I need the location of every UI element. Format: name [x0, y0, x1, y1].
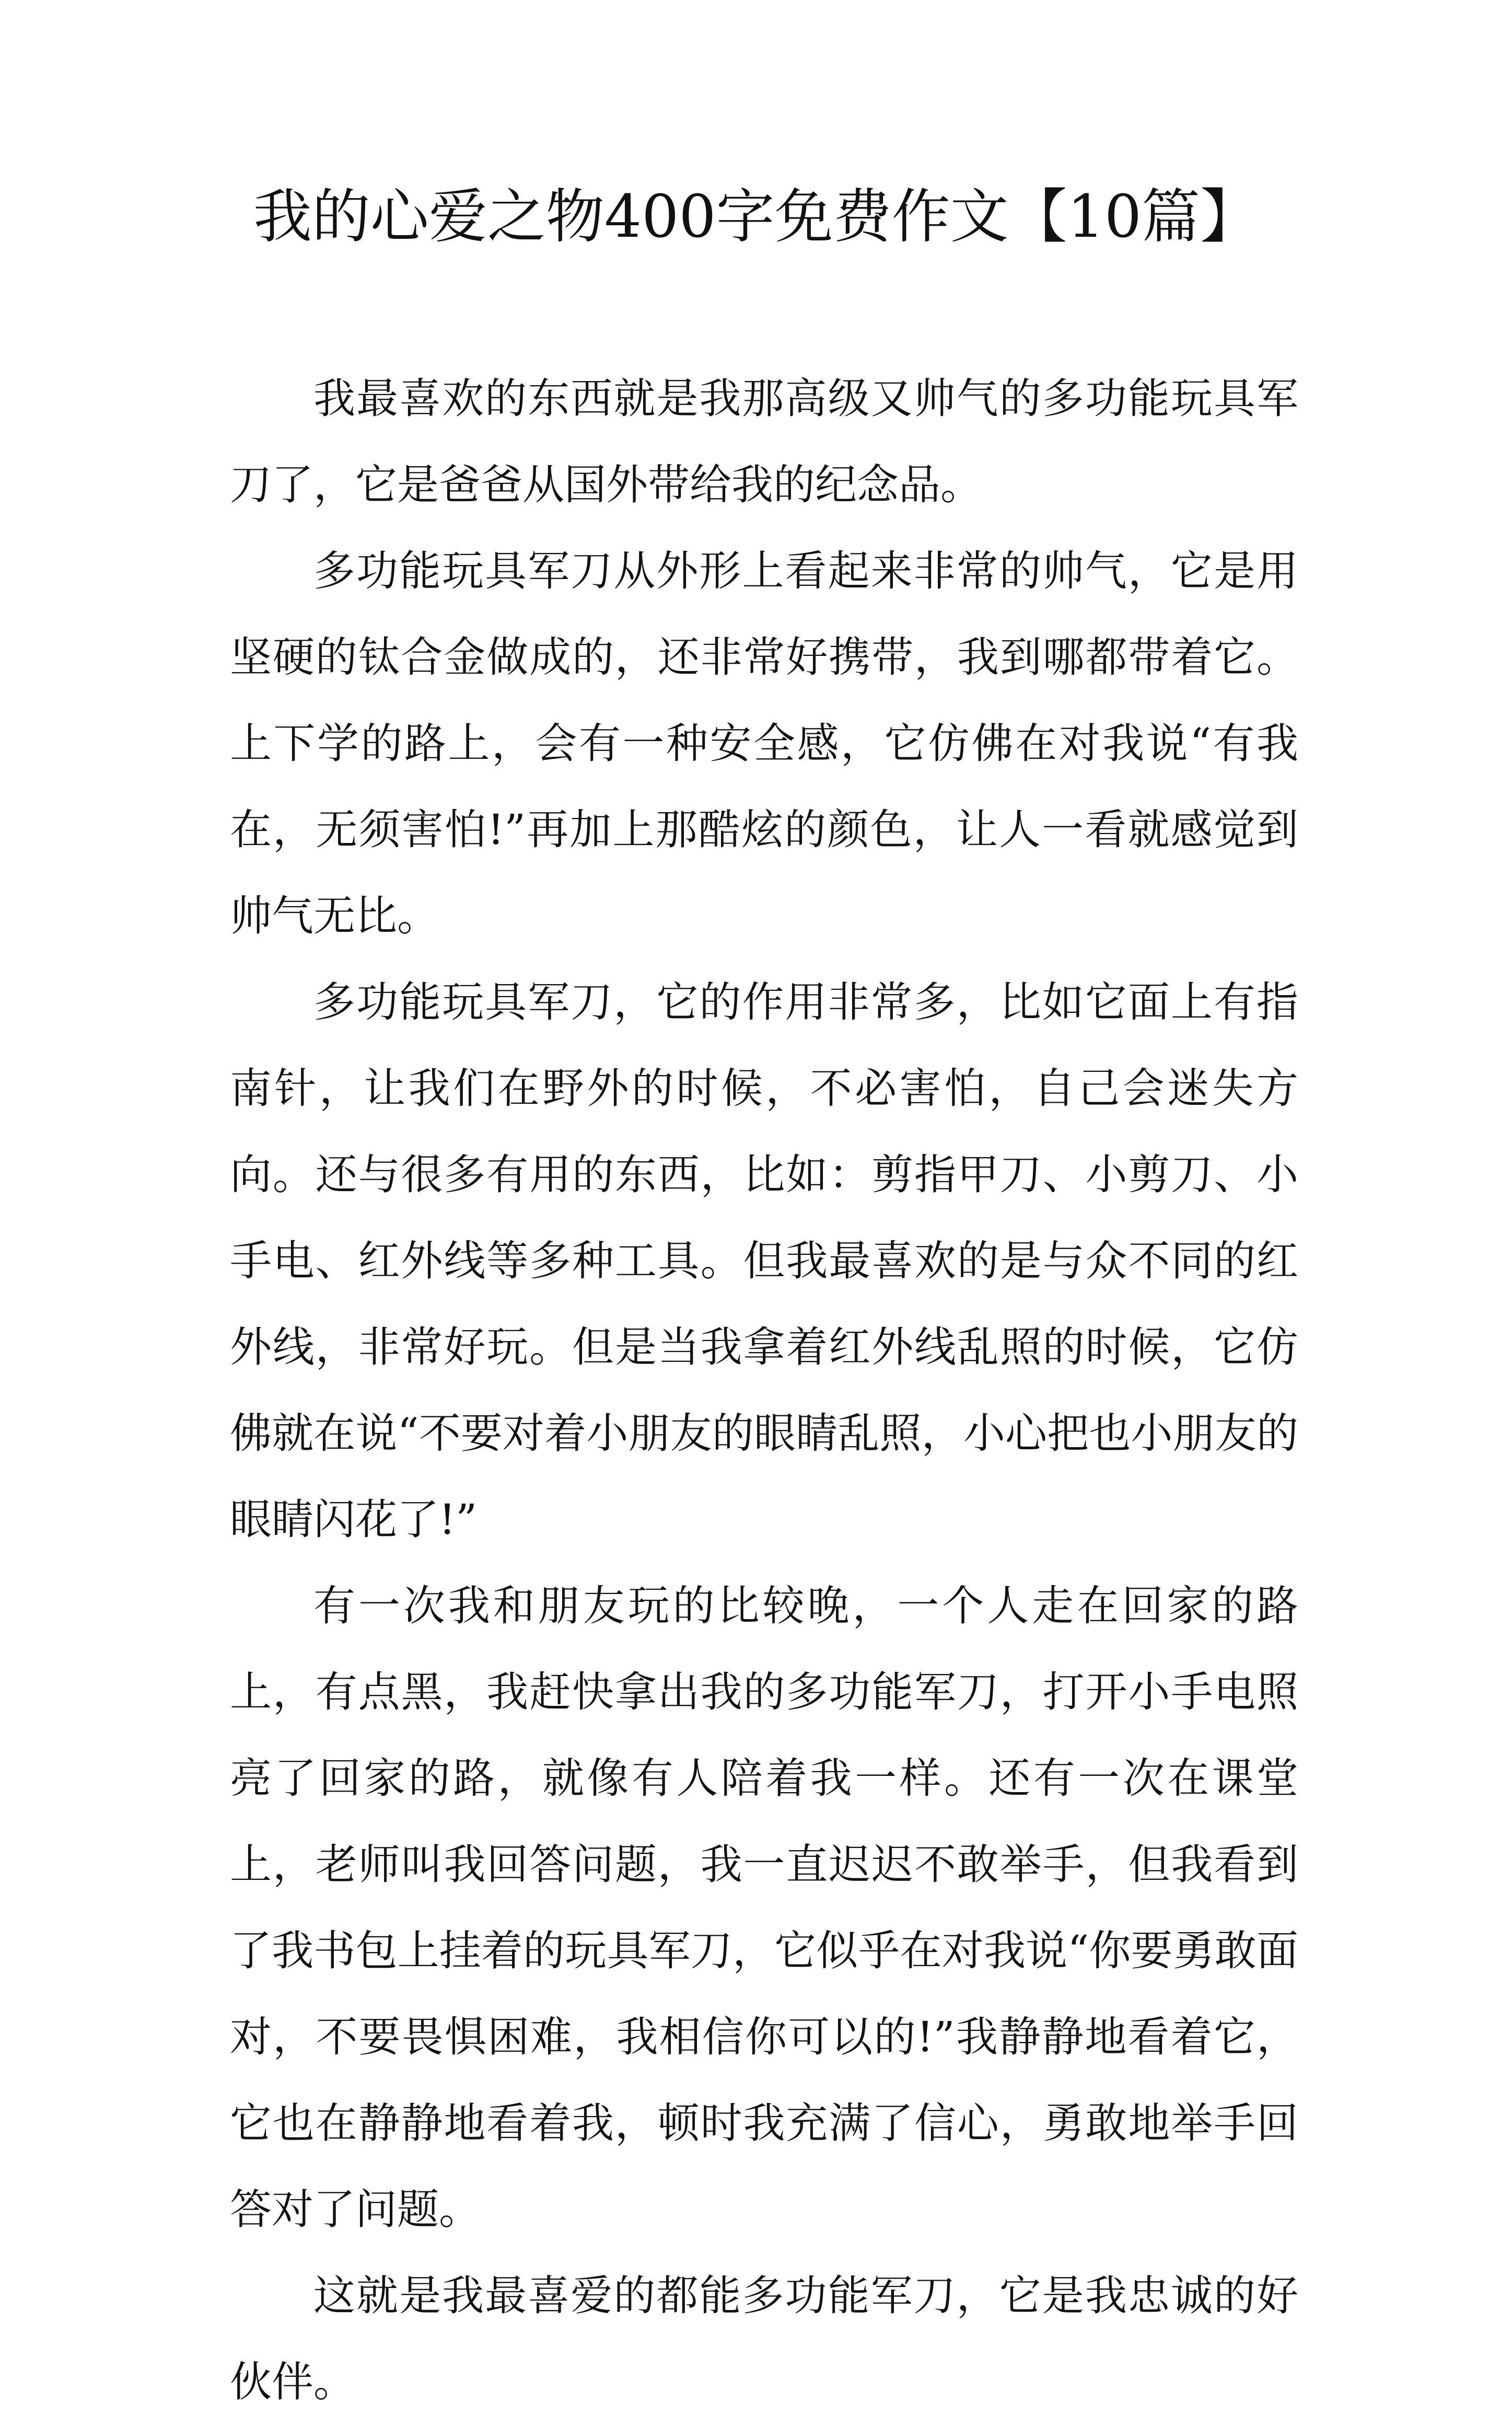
paragraph-2: 多功能玩具军刀从外形上看起来非常的帅气，它是用坚硬的钛合金做成的，还非常好携带，我到哪都带着它。上下学的路上，会有一种安全感，它仿佛在对我说“有我在，无须害怕!”再加上那酷炫的颜色，让人一看就感觉到帅气无比。 — [230, 547, 1298, 940]
paragraph-4: 有一次我和朋友玩的比较晚，一个人走在回家的路上，有点黑，我赶快拿出我的多功能军刀，打开小手电照亮了回家的路，就像有人陪着我一样。还有一次在课堂上，老师叫我回答问题，我一直迟迟不敢举手，但我看到了我书包上挂着的玩具军刀，它似乎在对我说“你要勇敢面对，不要畏惧困难，我相信你可以的!”我静静地看着它，它也在静静地看着我，顿时我充满了信心，勇敢地举手回答对了问题。 — [230, 1581, 1298, 2234]
paragraph-3: 多功能玩具军刀，它的作用非常多，比如它面上有指南针，让我们在野外的时候，不必害怕，自己会迷失方向。还与很多有用的东西，比如：剪指甲刀、小剪刀、小手电、红外线等多种工具。但我最喜欢的是与众不同的红外线，非常好玩。但是当我拿着红外线乱照的时候，它仿佛就在说“不要对着小朋友的眼睛乱照，小心把也小朋友的眼睛闪花了!” — [230, 978, 1298, 1544]
paragraph-1: 我最喜欢的东西就是我那高级又帅气的多功能玩具军刀了，它是爸爸从国外带给我的纪念品。 — [230, 374, 1298, 509]
paragraph-5: 这就是我最喜爱的都能多功能军刀，它是我忠诚的好伙伴。 — [230, 2271, 1298, 2406]
document-body — [230, 355, 1298, 2425]
document-title: 我的心爱之物400字免费作文【10篇】 — [253, 183, 1259, 251]
